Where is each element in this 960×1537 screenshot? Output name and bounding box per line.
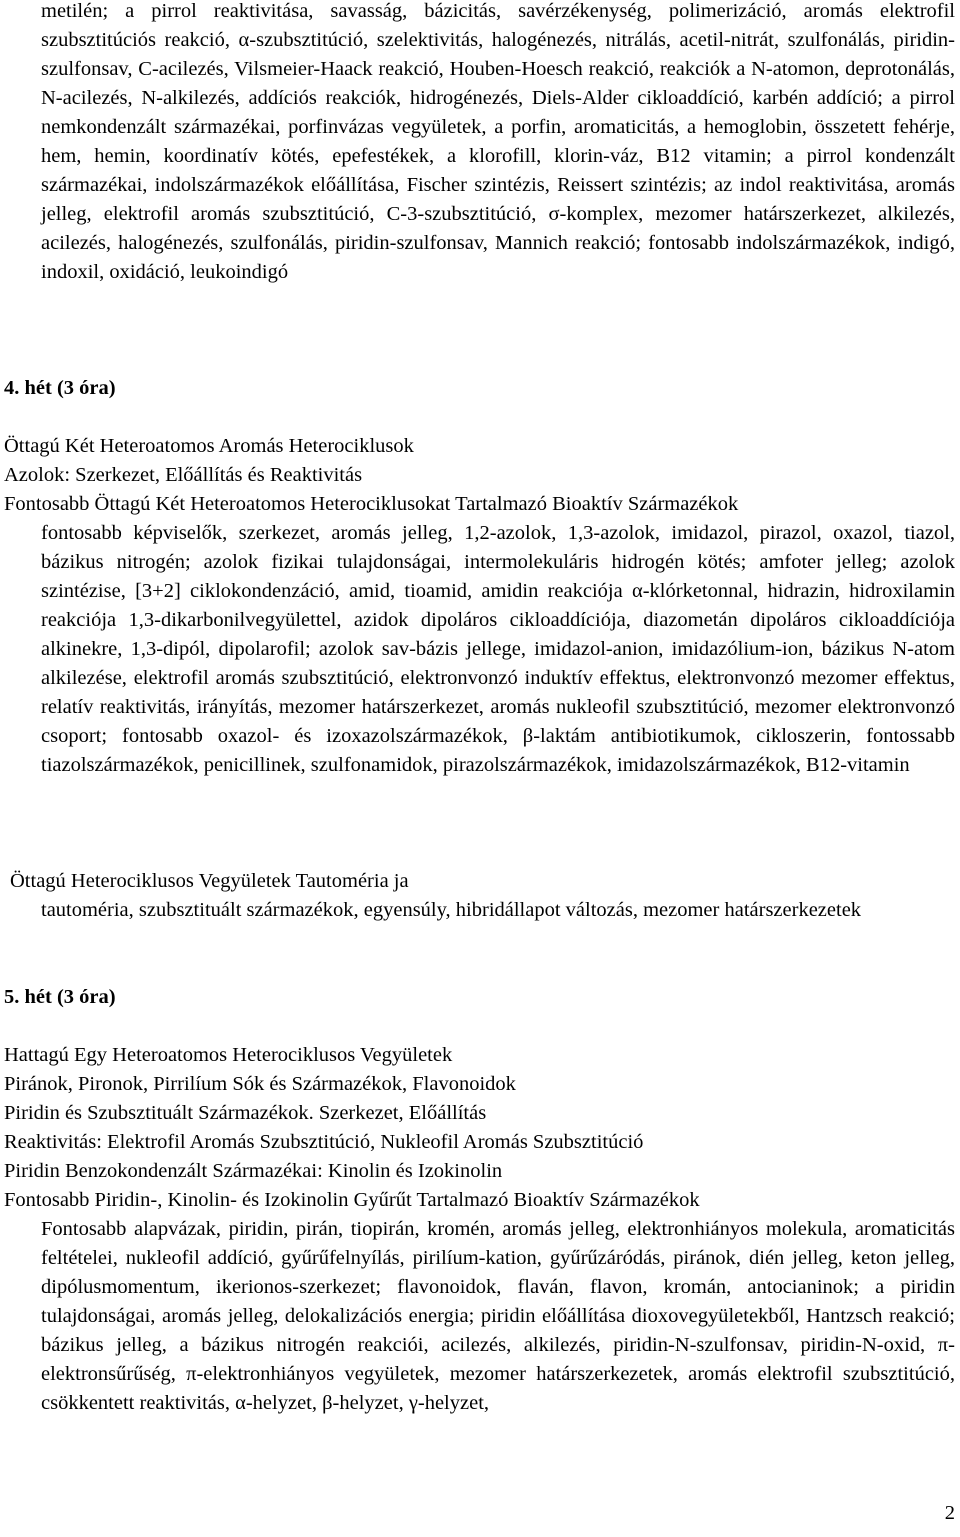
week-4-topic-2: Azolok: Szerkezet, Előállítás és Reaktivitás (4, 464, 363, 486)
week-4-details-paragraph: fontosabb képviselők, szerkezet, aromás jelleg, 1,2-azolok, 1,3-azolok, imidazol, pirazol, oxazol, tiazol, bázikus nitrogén; azolok fizikai tulajdonságai, intermolekuláris hidrogén kötés; amfoter jelleg; azolok szintézise, [3+2] ciklokondenzáció, amid, tioamid, amidin reakciója α-klórketonnal, hidrazin, hidroxilamin reakciója 1,3-dikarbonilvegyülettel, azidok dipoláros cikloaddíciója, diazometán dipoláros cikloaddíciója alkinekre, 1,3-dipól, dipolarofil; azolok sav-bázis jellege, imidazol-anion, imidazólium-ion, bázikus N-atom alkilezése, elektrofil aromás szubsztitúció, elektronvonzó induktív effektus, elektronvonzó mezomer effektus, relatív reaktivitás, irányítás, mezomer határszerkezet, aromás nukleofil szubsztitúció, mezomer elektronvonzó csoport; fontosabb oxazol- és izoxazolszármazékok, β-laktám antibiotikumok, cikloszerin, fontossabb tiazolszármazékok, penicillinek, szulfonamidok, pirazolszármazékok, imidazolszármazékok, B12-vitamin (41, 522, 955, 776)
continued-paragraph: metilén; a pirrol reaktivitása, savasság, bázicitás, savérzékenység, polimerizáció, aromás elektrofil szubsztitúciós reakció, α-szubsztitúció, szelektivitás, halogénezés, nitrálás, acetil-nitrát, szulfonálás, piridin-szulfonsav, C-acilezés, Vilsmeier-Haack reakció, Houben-Hoesch reakció, reakciók a N-atomon, deprotonálás, N-acilezés, N-alkilezés, addíciós reakciók, hidrogénezés, Diels-Alder cikloaddíció, karbén addíció; a pirrol nemkondenzált származékai, porfinvázas vegyületek, a porfin, aromaticitás, a hemoglobin, összetett fehérje, hem, hemin, koordinatív kötés, epefestékek, a klorofill, klorin-váz, B12 vitamin; a pirrol kondenzált származékai, indolszármazékok előállítása, Fischer szintézis, Reissert szintézis; az indol reaktivitása, aromás jelleg, elektrofil aromás szubsztitúció, C-3-szubsztitúció, σ-komplex, mezomer határszerkezet, alkilezés, acilezés, halogénezés, szulfonálás, piridin-szulfonsav, Mannich reakció; fontosabb indolszármazékok, indigó, indoxil, oxidáció, leukoindigó (41, 0, 955, 283)
week-4-tautomeria-paragraph: tautoméria, szubsztituált származékok, egyensúly, hibridállapot változás, mezomer határszerkezetek (41, 899, 862, 921)
week-4-topic-3: Fontosabb Öttagú Két Heteroatomos Heterociklusokat Tartalmazó Bioaktív Származékok (4, 493, 739, 515)
week-5-topic-5: Piridin Benzokondenzált Származékai: Kinolin és Izokinolin (4, 1160, 503, 1182)
week-5-topic-3: Piridin és Szubsztituált Származékok. Szerkezet, Előállítás (4, 1102, 487, 1124)
page-number: 2 (944, 1502, 955, 1524)
week-5-topic-6: Fontosabb Piridin-, Kinolin- és Izokinolin Gyűrűt Tartalmazó Bioaktív Származékok (4, 1189, 700, 1211)
week-5-topic-2: Piránok, Pironok, Pirrilíum Sók és Származékok, Flavonoidok (4, 1073, 516, 1095)
week-5-topic-4: Reaktivitás: Elektrofil Aromás Szubsztitúció, Nukleofil Aromás Szubsztitúció (4, 1131, 644, 1153)
week-5-heading: 5. hét (3 óra) (4, 986, 116, 1008)
week-5-details-paragraph: Fontosabb alapvázak, piridin, pirán, tiopirán, kromén, aromás jelleg, elektronhiányos molekula, aromaticitás feltételei, nukleofil addíció, gyűrűfelnyílás, pirilíum-kation, gyűrűzáródás, piránok, dién jelleg, keton jelleg, dipólusmomentum, ikerionos-szerkezet; flavonoidok, flaván, flavon, kromán, antocianinok; a piridin tulajdonságai, aromás jelleg, delokalizációs energia; piridin előállítása dioxovegyületekből, Hantzsch reakció; bázikus jelleg, a bázikus nitrogén reakciói, acilezés, alkilezés, piridin-N-szulfonsav, piridin-N-oxid, π-elektronsűrűség, π-elektronhiányos vegyületek, mezomer határszerkezetek, aromás elektrofil szubsztitúció, csökkentett reaktivitás, α-helyzet, β-helyzet, γ-helyzet, (41, 1218, 955, 1414)
week-4-topic-1: Öttagú Két Heteroatomos Aromás Heterociklusok (4, 435, 414, 457)
week-4-heading: 4. hét (3 óra) (4, 377, 116, 399)
week-5-topic-1: Hattagú Egy Heteroatomos Heterociklusos Vegyületek (4, 1044, 453, 1066)
week-4-topic-4: Öttagú Heterociklusos Vegyületek Tautoméria ja (10, 870, 409, 892)
